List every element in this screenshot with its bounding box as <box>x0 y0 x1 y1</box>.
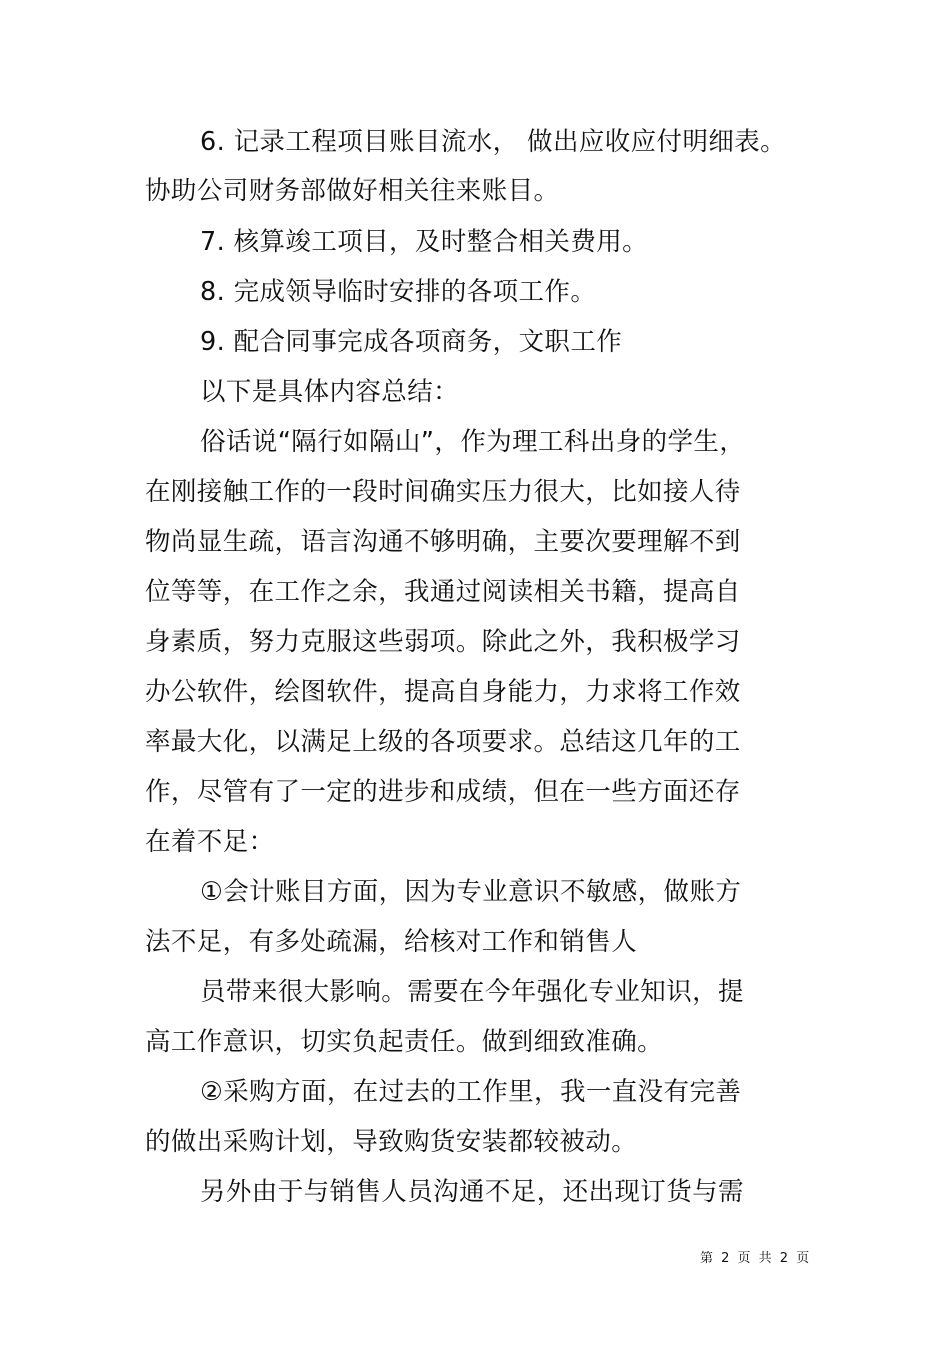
text-line: 8. 完成领导临时安排的各项工作。 <box>200 277 597 307</box>
text-line: 作，尽管有了一定的进步和成绩，但在一些方面还存 <box>145 777 741 807</box>
text-line: 员带来很大影响。需要在今年强化专业知识，提 <box>200 977 744 1007</box>
text-line: 在刚接触工作的一段时间确实压力很大，比如接人待 <box>145 477 741 507</box>
text-line: 高工作意识，切实负起责任。做到细致准确。 <box>145 1027 664 1057</box>
text-line: 6. 记录工程项目账目流水， 做出应收应付明细表。 <box>200 127 787 157</box>
text-line: 俗话说“隔行如隔山”，作为理工科出身的学生， <box>200 427 746 457</box>
text-line: 法不足，有多处疏漏，给核对工作和销售人 <box>145 927 638 957</box>
text-line: ②采购方面，在过去的工作里，我一直没有完善 <box>200 1077 742 1107</box>
text-line: 率最大化，以满足上级的各项要求。总结这几年的工 <box>145 727 741 757</box>
text-line: 办公软件，绘图软件，提高自身能力，力求将工作效 <box>145 677 741 707</box>
text-line: ①会计账目方面，因为专业意识不敏感，做账方 <box>200 877 742 907</box>
text-line: 9. 配合同事完成各项商务，文职工作 <box>200 327 623 357</box>
text-line: 另外由于与销售人员沟通不足，还出现订货与需 <box>200 1177 744 1207</box>
text-line: 位等等，在工作之余，我通过阅读相关书籍，提高自 <box>145 577 741 607</box>
page-number: 第 2 页 共 2 页 <box>700 1251 812 1266</box>
text-line: 协助公司财务部做好相关往来账目。 <box>145 176 560 206</box>
text-line: 物尚显生疏，语言沟通不够明确，主要次要理解不到 <box>145 527 741 557</box>
text-line: 身素质，努力克服这些弱项。除此之外，我积极学习 <box>145 627 741 657</box>
text-line: 7. 核算竣工项目，及时整合相关费用。 <box>200 227 649 257</box>
text-line: 以下是具体内容总结： <box>200 377 460 407</box>
text-line: 在着不足： <box>145 827 275 857</box>
text-line: 的做出采购计划，导致购货安装都较被动。 <box>145 1127 638 1157</box>
